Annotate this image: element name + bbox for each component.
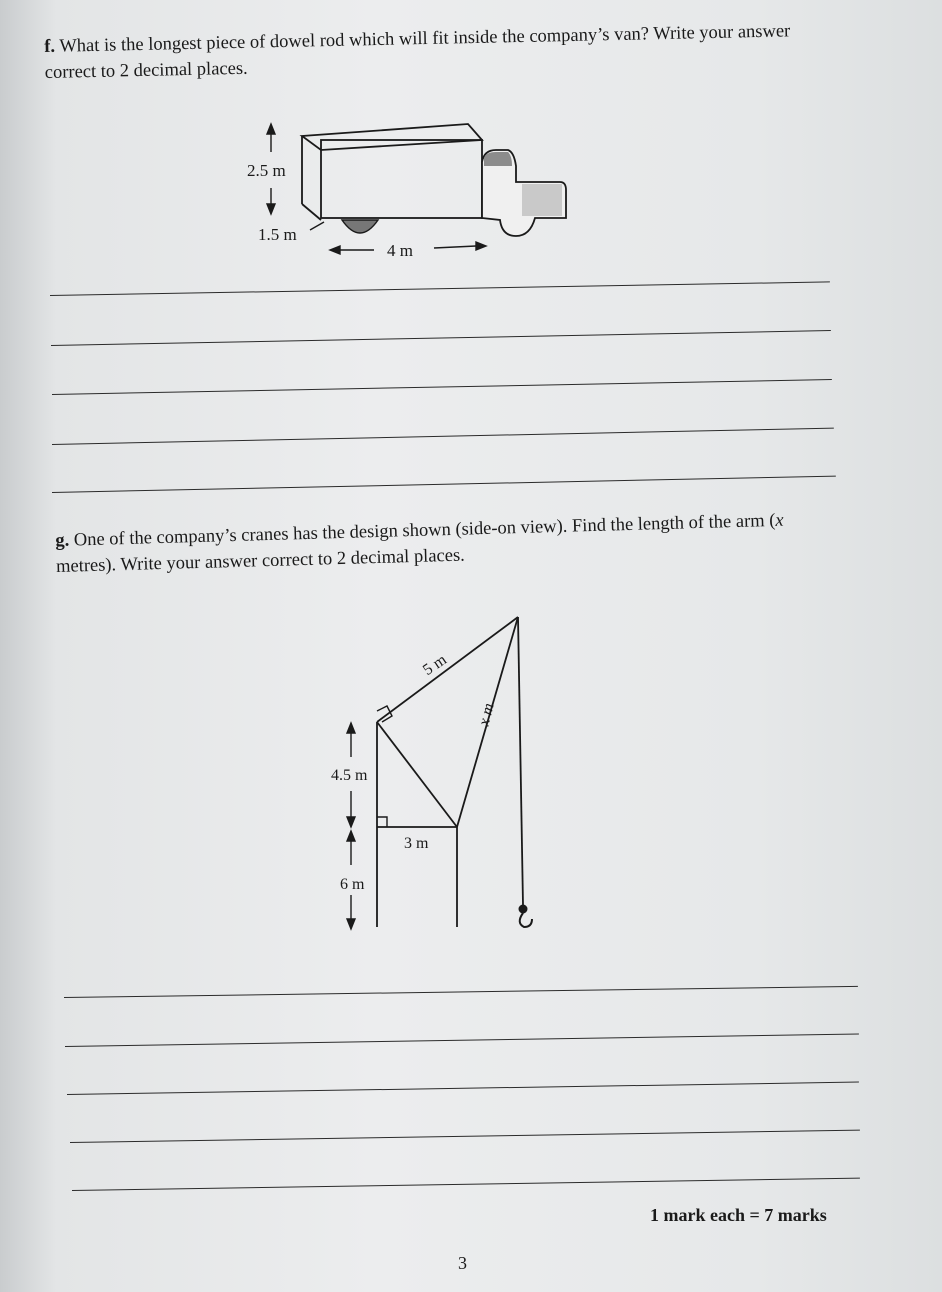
answer-line-g3 bbox=[67, 1082, 859, 1095]
van-diagram bbox=[220, 110, 590, 270]
answer-line-f5 bbox=[52, 476, 836, 493]
answer-line-g1 bbox=[64, 986, 858, 998]
question-f-label: f. bbox=[44, 36, 56, 57]
question-f bbox=[44, 17, 845, 86]
question-f-text: What is the longest piece of dowel rod which will fit inside the company’s van? Write your answer correct to 2 decimal places. bbox=[44, 21, 791, 83]
width-arrow bbox=[310, 222, 324, 230]
crane-upper-height-label: 4.5 m bbox=[331, 767, 368, 784]
crane-top-label: 5 m bbox=[419, 651, 450, 679]
question-g-variable: x bbox=[775, 510, 784, 531]
answer-line-f2 bbox=[51, 330, 831, 346]
question-g-text-pre: One of the company’s cranes has the design shown (side-on view). Find the length of the arm ( bbox=[73, 510, 776, 551]
question-g bbox=[55, 506, 846, 580]
crane-structure bbox=[377, 617, 523, 927]
question-g-text-post: metres). Write your answer correct to 2 decimal places. bbox=[55, 545, 466, 577]
answer-line-f1 bbox=[50, 281, 830, 296]
answer-line-g4 bbox=[70, 1130, 860, 1143]
van-cab bbox=[482, 150, 566, 236]
crane-diagram bbox=[320, 605, 580, 940]
crane-arm-label: x m bbox=[475, 701, 498, 728]
crane-lower-height-label: 6 m bbox=[340, 876, 365, 893]
answer-line-g2 bbox=[65, 1034, 859, 1047]
marks-summary: 1 mark each = 7 marks bbox=[650, 1205, 827, 1225]
answer-line-f3 bbox=[52, 379, 832, 395]
crane-height-arrows bbox=[347, 723, 355, 929]
van-length-label: 4 m bbox=[387, 241, 413, 260]
answer-line-g5 bbox=[72, 1178, 860, 1191]
hook-icon bbox=[520, 906, 533, 928]
answer-line-f4 bbox=[52, 428, 834, 445]
van-width-label: 1.5 m bbox=[258, 225, 297, 244]
van-wheel bbox=[342, 220, 378, 233]
question-g-label: g. bbox=[55, 530, 70, 551]
crane-base-label: 3 m bbox=[404, 835, 429, 852]
page-number: 3 bbox=[458, 1253, 467, 1273]
van-cargo-box bbox=[302, 124, 482, 220]
van-height-label: 2.5 m bbox=[247, 161, 286, 180]
